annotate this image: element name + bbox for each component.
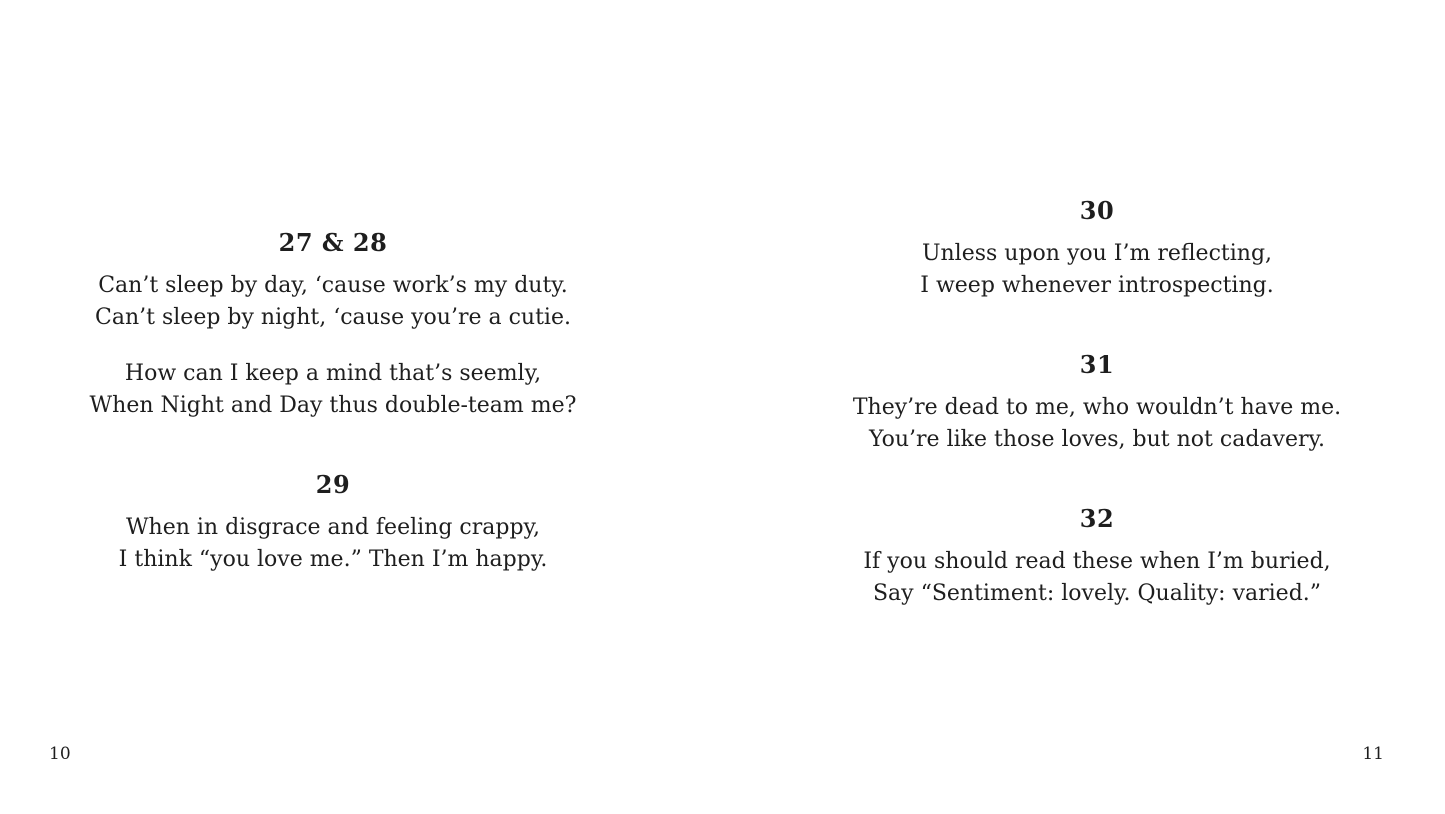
stanza xyxy=(33,358,633,422)
poem-line: If you should read these when I’m buried, xyxy=(863,549,1331,574)
poem-number: 27 & 28 xyxy=(278,228,388,257)
page-number-left: 10 xyxy=(49,744,71,764)
poem-number: 29 xyxy=(315,470,351,499)
left-page xyxy=(33,228,633,576)
stanza xyxy=(797,238,1397,302)
stanza xyxy=(33,512,633,576)
poem-line: Unless upon you I’m reflecting, xyxy=(921,241,1273,266)
poem-30 xyxy=(797,196,1397,302)
poem-27-28 xyxy=(33,228,633,422)
poem-number: 30 xyxy=(1079,196,1115,225)
page-number-right: 11 xyxy=(1362,744,1384,764)
poem-line: Can’t sleep by night, ‘cause you’re a cutie. xyxy=(95,305,571,330)
stanza xyxy=(33,270,633,334)
poem-line: When in disgrace and feeling crappy, xyxy=(125,515,541,540)
poem-line: Can’t sleep by day, ‘cause work’s my duty. xyxy=(98,273,568,298)
poem-line: You’re like those loves, but not cadavery. xyxy=(869,427,1325,452)
poem-line: I think “you love me.” Then I’m happy. xyxy=(118,547,548,572)
poem-number: 32 xyxy=(1079,504,1115,533)
poem-number: 31 xyxy=(1079,350,1115,379)
poem-line: Say “Sentiment: lovely. Quality: varied.” xyxy=(872,581,1322,606)
poem-line: I weep whenever introspecting. xyxy=(920,273,1274,298)
poem-line: When Night and Day thus double-team me? xyxy=(89,393,577,418)
poem-line: How can I keep a mind that’s seemly, xyxy=(124,361,542,386)
poem-29 xyxy=(33,470,633,576)
poem-32 xyxy=(797,504,1397,610)
right-page xyxy=(797,196,1397,610)
stanza xyxy=(797,392,1397,456)
poem-line: They’re dead to me, who wouldn’t have me. xyxy=(852,395,1342,420)
poem-31 xyxy=(797,350,1397,456)
stanza xyxy=(797,546,1397,610)
